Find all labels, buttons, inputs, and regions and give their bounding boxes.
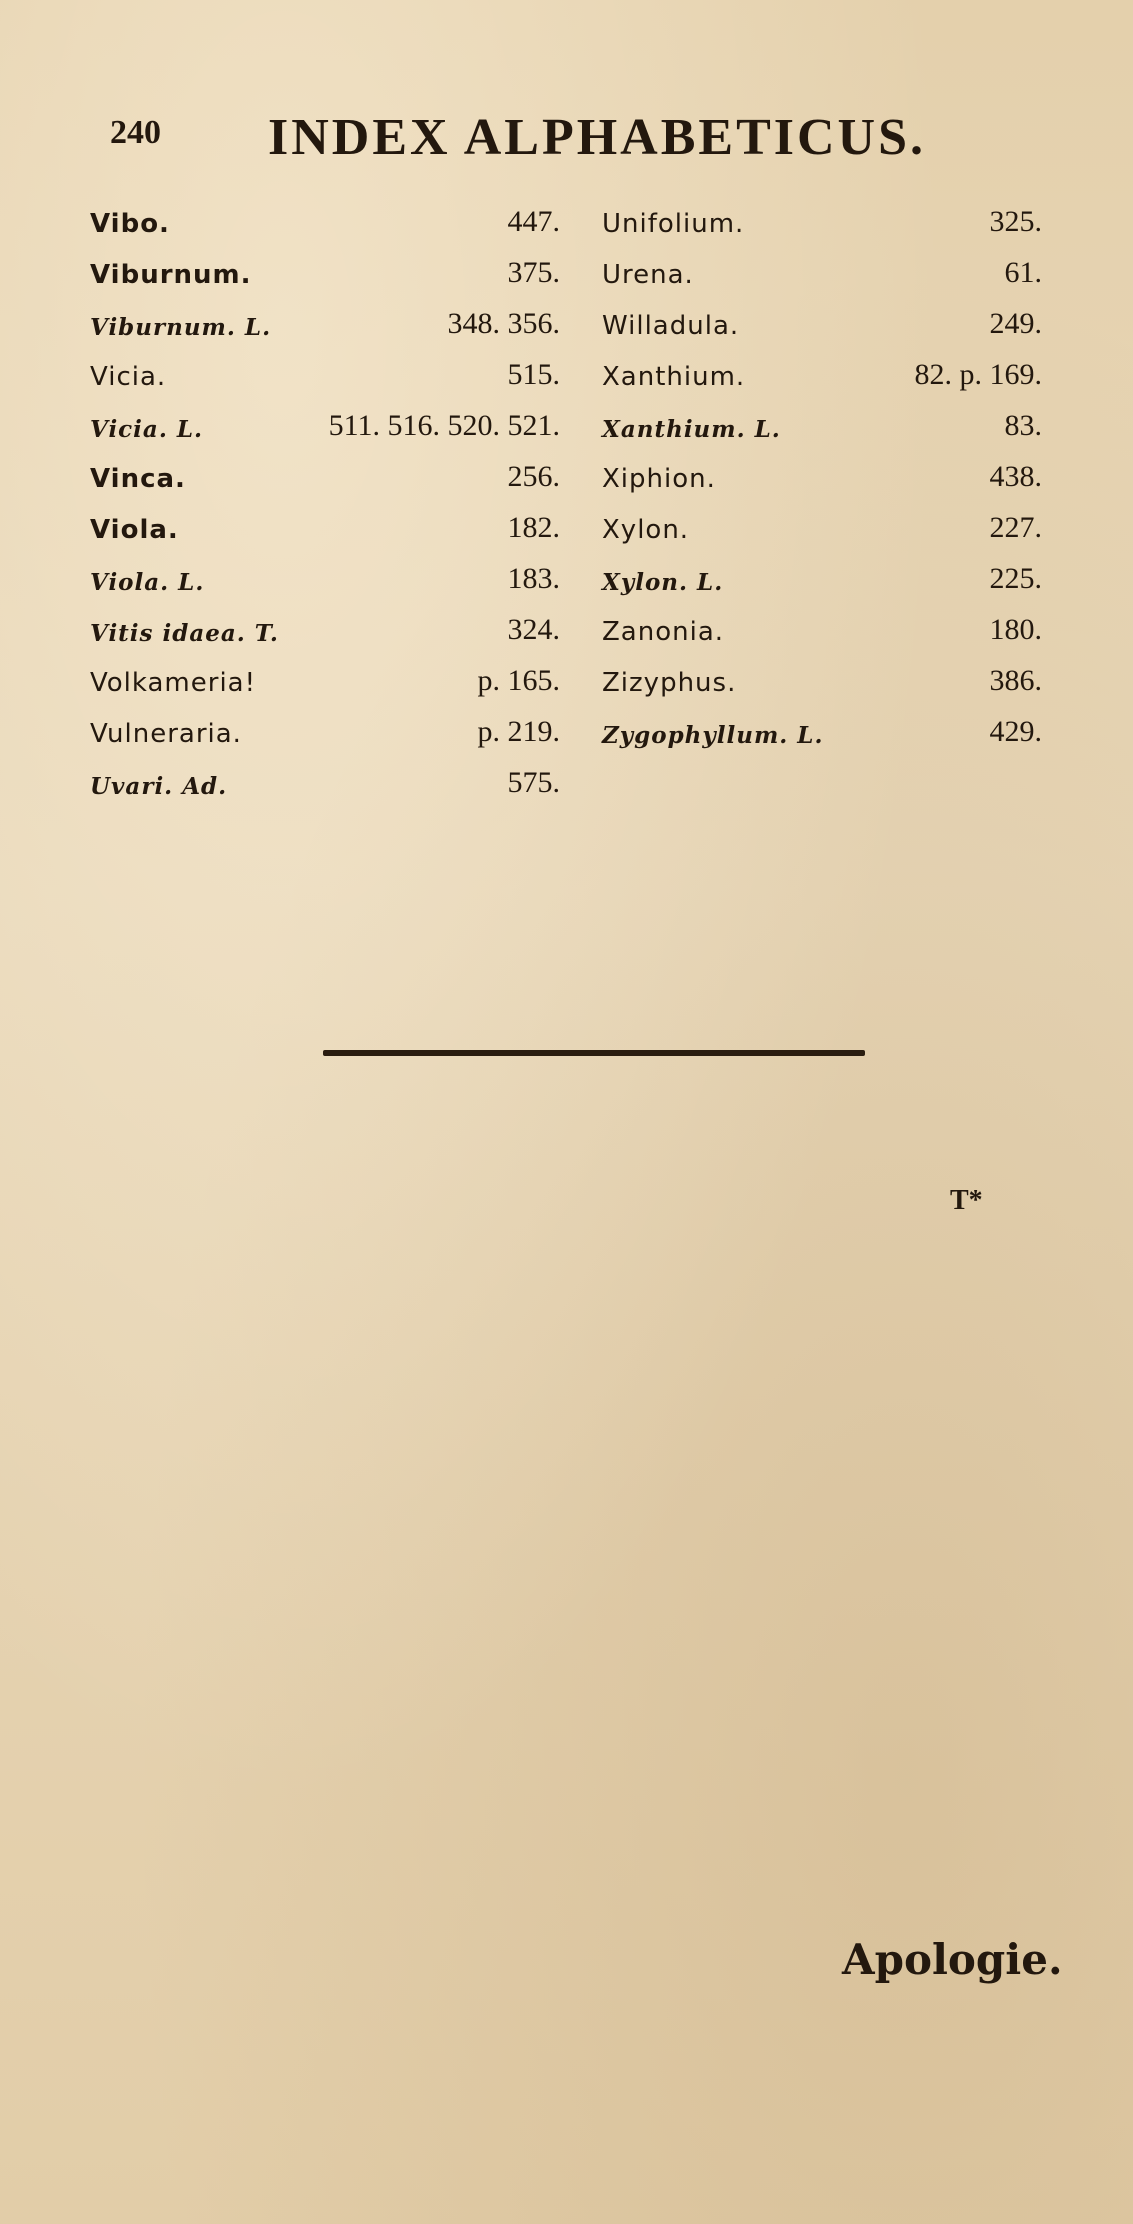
index-entry (90, 247, 560, 298)
index-term: Vulneraria. (90, 719, 242, 749)
index-entry (602, 349, 1042, 400)
page-reference: 447. (507, 205, 560, 238)
index-term: Viola. L. (90, 569, 205, 596)
page-reference: 82. p. 169. (914, 358, 1042, 391)
index-entry (90, 196, 560, 247)
index-term: Unifolium. (602, 209, 745, 239)
page-reference: 227. (989, 511, 1042, 544)
index-entry (90, 706, 560, 757)
index-term: Xanthium. (602, 362, 746, 392)
index-term: Vinca. (90, 464, 186, 494)
page-reference: 375. (507, 256, 560, 289)
index-term: Xylon. (602, 515, 690, 545)
index-entry (602, 604, 1042, 655)
index-term: Vicia. L. (90, 416, 204, 443)
index-term: Willadula. (602, 311, 740, 341)
index-term: Viola. (90, 515, 179, 545)
index-term: Uvari. Ad. (90, 773, 228, 800)
page-reference: p. 165. (477, 664, 560, 697)
index-column-left (90, 196, 560, 808)
page-reference: 515. (507, 358, 560, 391)
index-term: Viburnum. (90, 260, 252, 290)
index-term: Urena. (602, 260, 694, 290)
index-entry (602, 502, 1042, 553)
page-reference: 61. (1004, 256, 1042, 289)
index-term: Xiphion. (602, 464, 716, 494)
page-header (110, 108, 1010, 168)
page-reference: 575. (507, 766, 560, 799)
index-term: Zygophyllum. L. (602, 722, 824, 749)
index-term: Vicia. (90, 362, 167, 392)
index-term: Zizyphus. (602, 668, 737, 698)
index-entry (90, 553, 560, 604)
index-term: Vitis idaea. T. (90, 620, 279, 647)
index-entry (90, 400, 560, 451)
index-term: Volkameria! (90, 668, 257, 698)
index-entry (90, 757, 560, 808)
index-entry (602, 553, 1042, 604)
signature-mark: T* (950, 1185, 983, 1216)
page-reference: 182. (507, 511, 560, 544)
index-term: Xylon. L. (602, 569, 724, 596)
page-reference: 256. (507, 460, 560, 493)
page-reference: 249. (989, 307, 1042, 340)
index-entry (602, 400, 1042, 451)
page-title: INDEX ALPHABETICUS. (268, 109, 927, 166)
catchword: Apologie. (842, 1935, 1063, 1984)
index-entry (602, 196, 1042, 247)
page-reference: 183. (507, 562, 560, 595)
page-reference: p. 219. (477, 715, 560, 748)
index-entry (602, 655, 1042, 706)
index-entry (90, 451, 560, 502)
index-entry (90, 604, 560, 655)
index-entry (602, 451, 1042, 502)
page-reference: 438. (989, 460, 1042, 493)
page-reference: 324. (507, 613, 560, 646)
index-entry (90, 349, 560, 400)
index-entry (602, 298, 1042, 349)
index-term: Vibo. (90, 209, 170, 239)
page-reference: 429. (989, 715, 1042, 748)
page-reference: 180. (989, 613, 1042, 646)
page-reference: 83. (1004, 409, 1042, 442)
page-reference: 348. 356. (447, 307, 560, 340)
page-number: 240 (110, 114, 161, 151)
index-term: Zanonia. (602, 617, 725, 647)
index-entry (90, 502, 560, 553)
index-entry (90, 298, 560, 349)
page-reference: 386. (989, 664, 1042, 697)
page-reference: 325. (989, 205, 1042, 238)
index-column-right (602, 196, 1042, 757)
page-reference: 225. (989, 562, 1042, 595)
index-entry (90, 655, 560, 706)
index-entry (602, 247, 1042, 298)
index-term: Viburnum. L. (90, 314, 272, 341)
page-reference: 511. 516. 520. 521. (328, 409, 560, 442)
index-term: Xanthium. L. (602, 416, 781, 443)
index-entry (602, 706, 1042, 757)
divider-rule (323, 1050, 865, 1056)
